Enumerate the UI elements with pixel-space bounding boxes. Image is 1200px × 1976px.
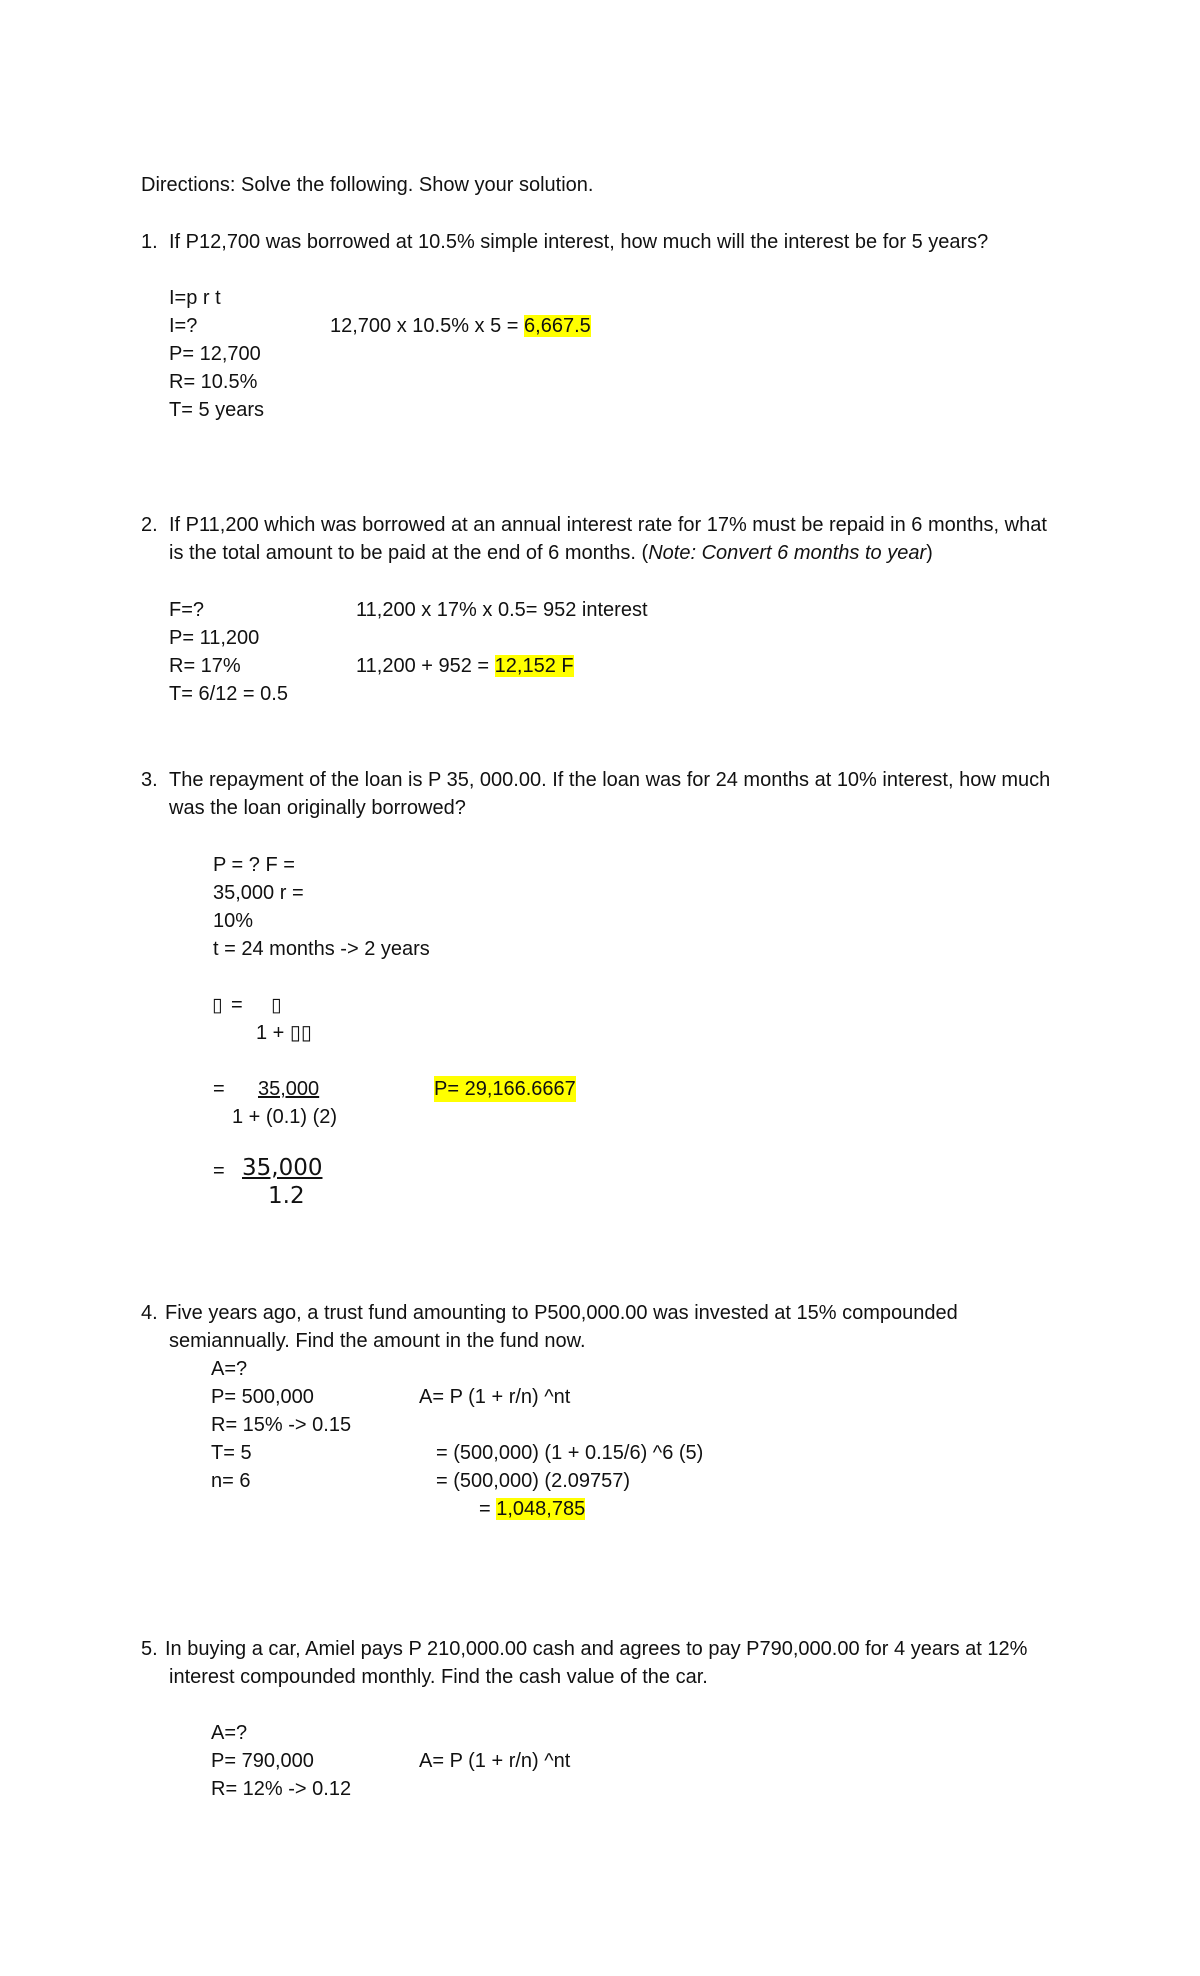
q4-given-a: A=?: [211, 1358, 248, 1380]
q5-formula: A= P (1 + r/n) ^nt: [419, 1750, 571, 1772]
q2-question-text: is the total amount to be paid at the end of 6 months. (: [169, 542, 649, 564]
q3-formula-denominator: 1 + ▯▯: [256, 1022, 312, 1044]
q5-given-r: R= 12% -> 0.12: [211, 1778, 352, 1800]
q4-step3-prefix: =: [479, 1498, 497, 1520]
directions: Directions: Solve the following. Show your solution.: [141, 174, 594, 196]
q4-given-t: T= 5: [211, 1442, 252, 1464]
q3-step2-denominator: 1.2: [268, 1183, 305, 1209]
q1-given-p: P= 12,700: [169, 343, 261, 365]
q4-step2: = (500,000) (2.09757): [436, 1470, 631, 1492]
q2-question-line1: If P11,200 which was borrowed at an annual interest rate for 17% must be repaid in 6 months, what: [169, 514, 1047, 536]
q2-answer: 12,152 F: [494, 655, 574, 677]
q2-given-f: F=?: [169, 599, 205, 621]
q1-formula: I=p r t: [169, 287, 221, 309]
q2-given-r: R= 17%: [169, 655, 241, 677]
q1-number: 1.: [141, 231, 158, 253]
q4-given-r: R= 15% -> 0.15: [211, 1414, 352, 1436]
q1-question: If P12,700 was borrowed at 10.5% simple interest, how much will the interest be for 5 years?: [169, 231, 989, 253]
q4-question-line1: Five years ago, a trust fund amounting to P500,000.00 was invested at 15% compounded: [165, 1302, 958, 1324]
q1-answer: 6,667.5: [524, 315, 591, 337]
q3-formula-lhs: ▯: [212, 994, 223, 1016]
q5-number: 5.: [141, 1638, 158, 1660]
q1-given-r: R= 10.5%: [169, 371, 258, 393]
q3-step2-eq: =: [213, 1160, 225, 1182]
q3-number: 3.: [141, 769, 158, 791]
q4-given-n: n= 6: [211, 1470, 251, 1492]
q3-step1-eq: =: [213, 1078, 225, 1100]
q3-given-1: P = ? F =: [213, 854, 295, 876]
q3-given-3: 10%: [213, 910, 254, 932]
q4-question-line2: semiannually. Find the amount in the fund now.: [169, 1330, 586, 1352]
q3-step1-numerator: 35,000: [258, 1078, 320, 1100]
q3-answer: P= 29,166.6667: [434, 1078, 576, 1100]
q4-number: 4.: [141, 1302, 158, 1324]
q2-calc2-prefix: 11,200 + 952 =: [356, 655, 495, 677]
q1-given-t: T= 5 years: [169, 399, 265, 421]
q2-question-line2: [169, 540, 933, 566]
q3-given-2: 35,000 r =: [213, 882, 304, 904]
q4-given-p: P= 500,000: [211, 1386, 314, 1408]
q3-question-line2: was the loan originally borrowed?: [169, 797, 466, 819]
q5-question-line2: interest compounded monthly. Find the cash value of the car.: [169, 1666, 708, 1688]
q2-given-p: P= 11,200: [169, 627, 260, 649]
q4-step1: = (500,000) (1 + 0.15/6) ^6 (5): [436, 1442, 704, 1464]
q3-given-4: t = 24 months -> 2 years: [213, 938, 430, 960]
q1-given-i: I=?: [169, 315, 198, 337]
q4-answer: 1,048,785: [496, 1498, 586, 1520]
q3-formula-numerator: ▯: [271, 994, 282, 1016]
q2-calc2: [356, 653, 574, 679]
q3-step1-denominator: 1 + (0.1) (2): [232, 1106, 338, 1128]
q5-question-line1: In buying a car, Amiel pays P 210,000.00 cash and agrees to pay P790,000.00 for 4 years at 12%: [165, 1638, 1028, 1660]
q2-given-t: T= 6/12 = 0.5: [169, 683, 288, 705]
q3-question-line1: The repayment of the loan is P 35, 000.00. If the loan was for 24 months at 10% interest, how much: [169, 769, 1051, 791]
q2-number: 2.: [141, 514, 158, 536]
q2-question-note: Note: Convert 6 months to year: [648, 542, 927, 564]
q1-calc-prefix: 12,700 x 10.5% x 5 =: [330, 315, 525, 337]
q3-formula-eq: =: [231, 994, 243, 1016]
q5-given-a: A=?: [211, 1722, 248, 1744]
q1-calculation: [330, 313, 591, 339]
q2-calc1: 11,200 x 17% x 0.5= 952 interest: [356, 599, 648, 621]
q2-question-close: ): [926, 542, 933, 564]
q4-step3: [479, 1496, 585, 1522]
q5-given-p: P= 790,000: [211, 1750, 314, 1772]
q3-step2-numerator: 35,000: [242, 1155, 323, 1181]
q4-formula: A= P (1 + r/n) ^nt: [419, 1386, 571, 1408]
